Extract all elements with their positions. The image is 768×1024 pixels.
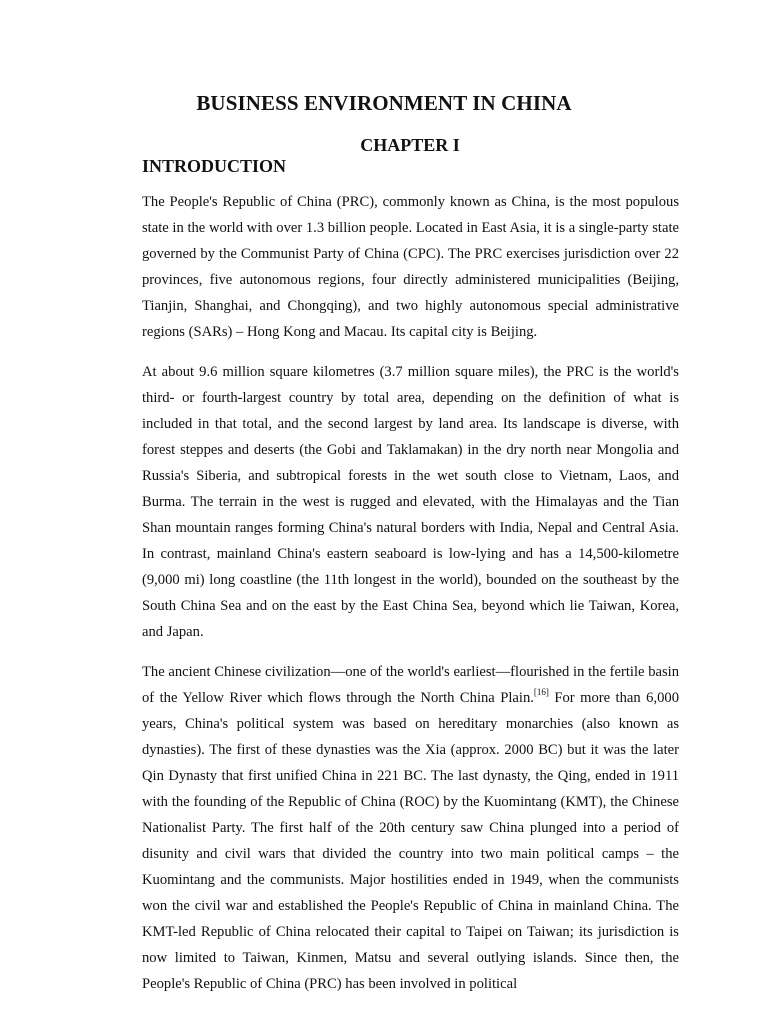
paragraph-2: At about 9.6 million square kilometres (3.7 million square miles), the PRC is the world's third- or fourth-largest country by total area, depending on the definition of what is included in that total, and the second largest by land area. Its landscape is diverse, with forest steppes and deserts (the Gobi and Taklamakan) in the dry north near Mongolia and Russia's Siberia, and subtropical forests in the wet south close to Vietnam, Laos, and Burma. The terrain in the west is rugged and elevated, with the Himalayas and the Tian Shan mountain ranges forming China's natural borders with India, Nepal and Central Asia. In contrast, mainland China's eastern seaboard is low-lying and has a 14,500-kilometre (9,000 mi) long coastline (the 11th longest in the world), bounded on the southeast by the South China Sea and on the east by the East China Sea, beyond which lie Taiwan, Korea, and Japan. [142, 364, 679, 640]
paragraph-3 [142, 659, 679, 997]
document-title: BUSINESS ENVIRONMENT IN CHINA [196, 91, 572, 115]
paragraph-3-text-after: For more than 6,000 years, China's political system was based on hereditary monarchies (also known as dynasties). The first of these dynasties was the Xia (approx. 2000 BC) but it was the later Qin Dynasty that first unified China in 221 BC. The last dynasty, the Qing, ended in 1911 with the founding of the Republic of China (ROC) by the Kuomintang (KMT), the Chinese Nationalist Party. The first half of the 20th century saw China plunged into a period of disunity and civil wars that divided the country into two main political camps – the Kuomintang and the communists. Major hostilities ended in 1949, when the communists won the civil war and established the People's Republic of China in mainland China. The KMT-led Republic of China relocated their capital to Taipei on Taiwan; its jurisdiction is now limited to Taiwan, Kinmen, Matsu and several outlying islands. Since then, the People's Republic of China (PRC) has been involved in political [142, 690, 679, 992]
paragraph-1: The People's Republic of China (PRC), commonly known as China, is the most populous state in the world with over 1.3 billion people. Located in East Asia, it is a single-party state governed by the Communist Party of China (CPC). The PRC exercises jurisdiction over 22 provinces, five autonomous regions, four directly administered municipalities (Beijing, Tianjin, Shanghai, and Chongqing), and two highly autonomous special administrative regions (SARs) – Hong Kong and Macau. Its capital city is Beijing. [142, 194, 679, 340]
body-text [142, 189, 679, 1011]
paragraph-3-text-before: The ancient Chinese civilization—one of the world's earliest—flourished in the fertile basin of the Yellow River which flows through the North China Plain. [142, 664, 679, 706]
citation-reference[interactable]: [16] [533, 687, 549, 698]
chapter-heading: CHAPTER I [360, 135, 460, 155]
section-heading: INTRODUCTION [142, 156, 287, 176]
